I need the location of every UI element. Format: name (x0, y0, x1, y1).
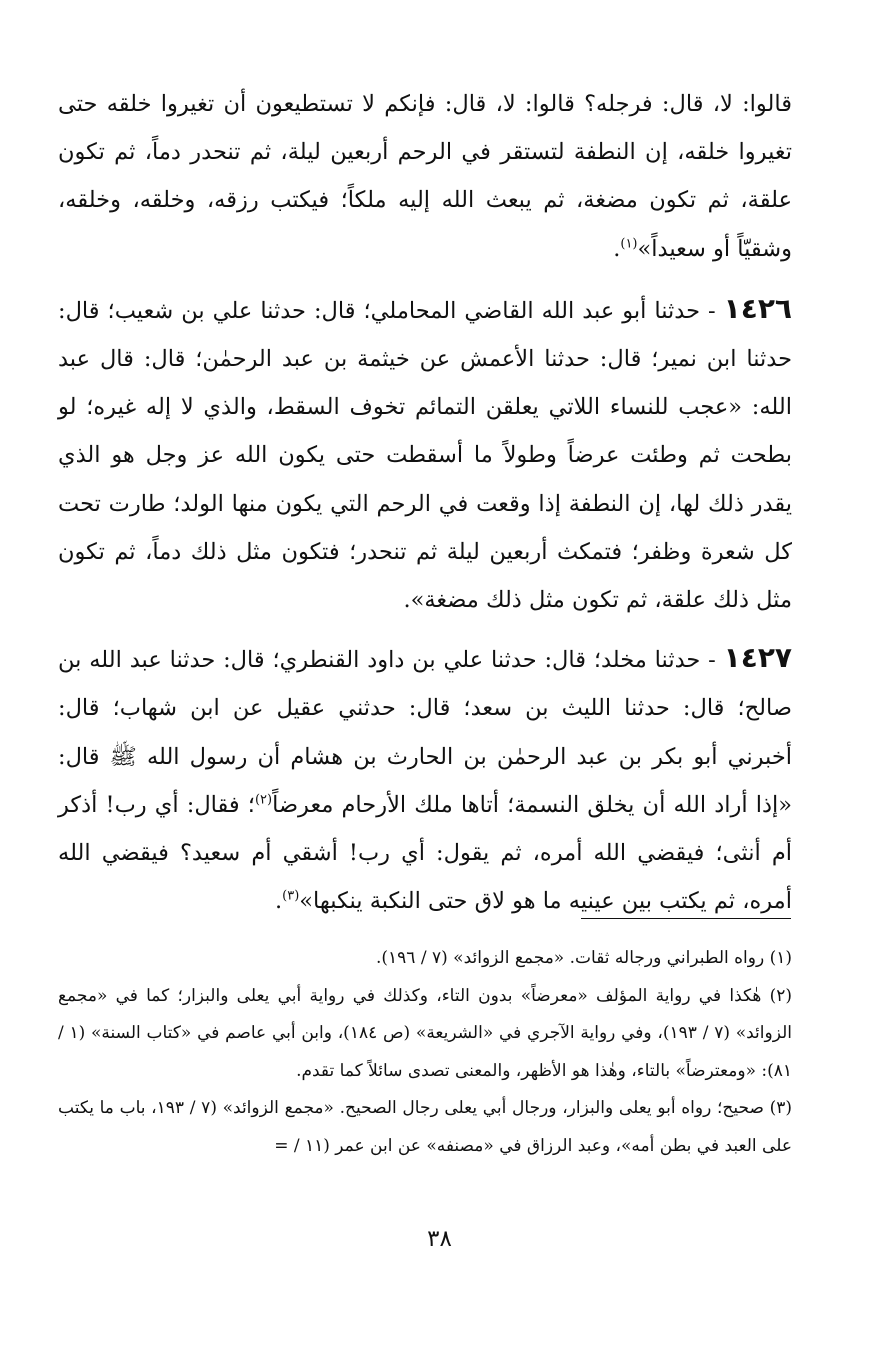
paragraph-end: . (274, 888, 283, 915)
page-number: ٣٨ (427, 1226, 452, 1252)
paragraph-text: - حدثنا أبو عبد الله القاضي المحاملي؛ قال: حدثنا علي بن شعيب؛ قال: حدثنا ابن نمير؛ قال: حدثنا الأعمش عن خيثمة بن عبد الرحمٰن؛ قال: قال عبد الله: «عجب للنساء اللاتي يعلقن التمائم تخوف السقط، والذي لا إله غيره؛ لو بطحت ثم وطئت عرضاً وطولاً ما أسقطت حتى يكون الله عز وجل هو الذي يقدر ذلك لها، إن النطفة إذا وقعت في الرحم التي يكون منها الولد؛ طارت تحت كل شعرة وظفر؛ فتمكث أربعين ليلة ثم تنحدر؛ فتكون مثل ذلك دماً، ثم تكون مثل ذلك علقة، ثم تكون مثل ذلك مضغة». (58, 297, 792, 614)
footnote: (٣) صحيح؛ رواه أبو يعلى والبزار، ورجال أبي يعلى رجال الصحيح. «مجمع الزوائد» (٧ / ١٩٣، باب ما يكتب على العبد في بطن أمه»، وعبد الرزاق في «مصنفه» عن ابن عمر (١١ / = (58, 1098, 792, 1156)
hadith-number: ١٤٢٦ (723, 291, 793, 325)
paragraph-continuation (58, 80, 792, 273)
paragraph-text: قالوا: لا، قال: فرجله؟ قالوا: لا، قال: فإنكم لا تستطيعون أن تغيروا خلقه حتى تغيروا خلقه، إن النطفة لتستقر في الرحم أربعين ليلة، ثم تنحدر دماً، ثم تكون علقة، ثم تكون مضغة، ثم يبعث الله إليه ملكاً؛ فيكتب رزقه، وخلقه، وخلقه، وشقيّاً أو سعيداً» (58, 91, 792, 262)
paragraph-text: - حدثنا مخلد؛ قال: حدثنا علي بن داود القنطري؛ قال: حدثنا عبد الله بن صالح؛ قال: حدثنا الليث بن سعد؛ قال: حدثني عقيل عن ابن شهاب؛ قال: أخبرني أبو بكر بن عبد الرحمٰن بن الحارث بن هشام أن رسول الله ﷺ قال: «إذا أراد الله أن يخلق النسمة؛ أتاها ملك الأرحام معرضاً (58, 647, 793, 818)
footnotes-block (58, 940, 792, 1165)
footnote-ref: (٢) (254, 792, 273, 808)
hadith-number: ١٤٢٧ (723, 641, 792, 675)
paragraph-end: . (613, 235, 621, 262)
footnote-ref: (١) (620, 236, 638, 252)
footnote-ref: (٣) (282, 888, 300, 904)
hadith-paragraph (58, 634, 792, 925)
footnote: (١) رواه الطبراني ورجاله ثقات. «مجمع الزوائد» (٧ / ١٩٦). (376, 948, 792, 968)
footnote-divider (581, 918, 791, 919)
hadith-paragraph (58, 285, 792, 624)
main-text-block (58, 80, 792, 935)
footnote: (٢) هٰكذا في رواية المؤلف «معرضاً» بدون التاء، وكذلك في رواية أبي يعلى والبزار؛ كما في «مجمع الزوائد» (٧ / ١٩٣)، وفي رواية الآجري في «الشريعة» (ص ١٨٤)، وابن أبي عاصم في «كتاب السنة» (١ / ٨١): «ومعترضاً» بالتاء، وهٰذا هو الأظهر، والمعنى تصدى سائلاً كما تقدم. (58, 985, 792, 1081)
paragraph-text-continued: ؛ فقال: أي رب! أذكر أم أنثى؛ فيقضي الله أمره، ثم يقول: أي رب! أشقي أم سعيد؟ فيقضي الله أمره، ثم يكتب بين عينيه ما هو لاق حتى النكبة ينكبها» (58, 791, 792, 915)
